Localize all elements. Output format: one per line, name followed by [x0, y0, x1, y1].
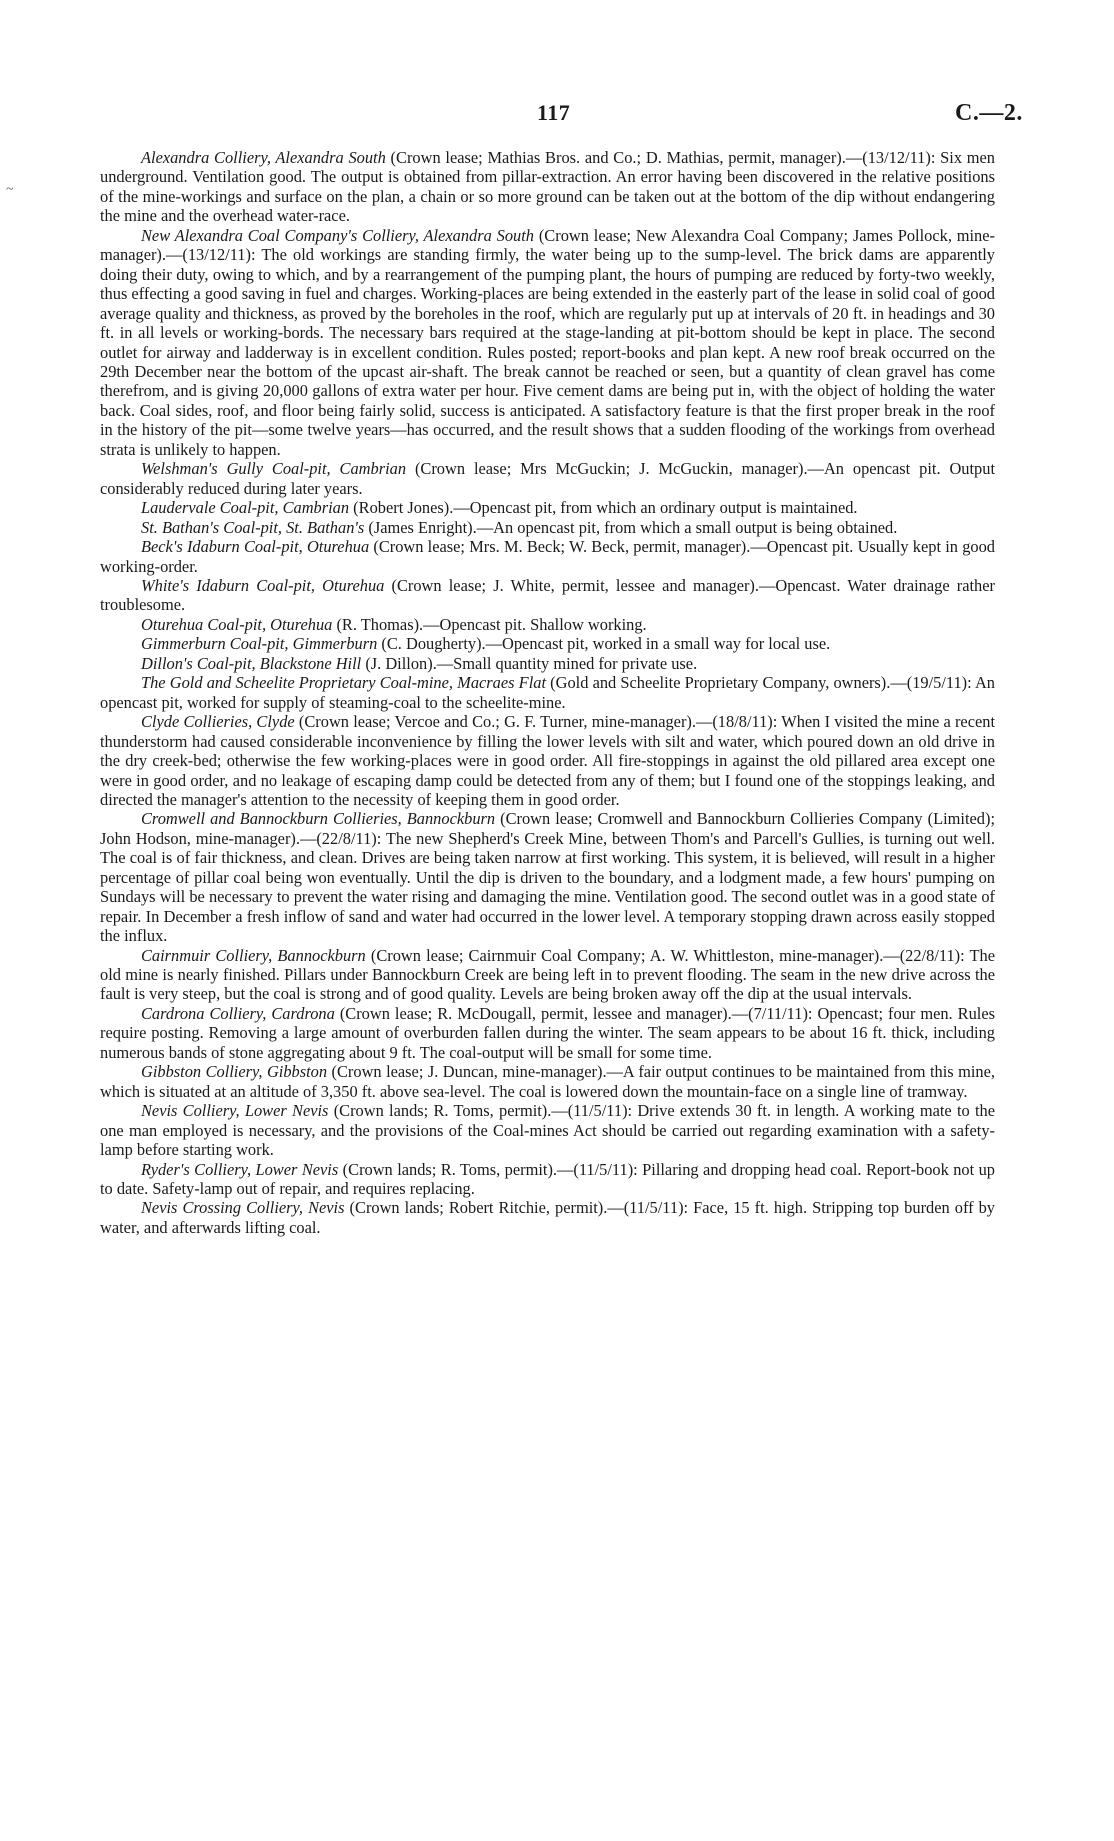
colliery-report: (Robert Jones).—Opencast pit, from which an ordinary output is maintained. — [349, 498, 858, 518]
colliery-entry — [100, 518, 995, 537]
margin-mark: ~ — [6, 182, 14, 197]
colliery-report: (Crown lease; New Alexandra Coal Company; James Pollock, mine-manager).—(13/12/11): The old workings are standing firmly, the water being up to the sump-level. The brick dams are apparently doing their duty, owing to which, and by a rearrangement of the pumping plant, the hours of pumping are reduced by forty-two weekly, thus effecting a good saving in fuel and charges. Working-places are being extended in the easterly part of the lease in solid coal of good average quality and thickness, as proved by the boreholes in the roof, which are regularly put up at intervals of 20 ft. in headings and 30 ft. in all levels or working-bords. The necessary bars required at the stage-landing at pit-bottom should be kept in place. The second outlet for airway and ladderway is in excellent condition. Rules posted; report-books and plan kept. A new roof break occurred on the 29th December near the bottom of the upcast air-shaft. The break cannot be reached or seen, but a quantity of clean gravel has come therefrom, and is giving 20,000 gallons of extra water per hour. Five cement dams are being put in, with the object of holding the water back. Coal sides, roof, and floor being fairly solid, success is anticipated. A satisfactory feature is that the first proper break in the roof in the history of the pit—some twelve years—has occurred, and the result shows that a sudden flooding of the workings from overhead strata is unlikely to happen. — [100, 225, 995, 459]
colliery-report: (Crown lands; R. Toms, permit).—(11/5/11): Drive extends 30 ft. in length. A working mate to the one man employed is necessary, and the provisions of the Coal-mines Act should be carried out regarding examination with a safety-lamp before starting work. — [100, 1101, 995, 1160]
colliery-report: (Crown lease; Vercoe and Co.; G. F. Turner, mine-manager).—(18/8/11): When I visited the mine a recent thunderstorm had caused considerable inconvenience by filling the lower levels with silt and water, which poured down an old drive in the dry creek-bed; otherwise the few working-places were in good order. All fire-stoppings in against the old pillared area except one were in good order, and no leakage of escaping damp could be detected from any of them; but I found one of the stoppings leaking, and directed the manager's attention to the necessity of keeping them in good order. — [100, 712, 996, 809]
colliery-entry — [100, 226, 995, 459]
colliery-entry — [100, 148, 995, 226]
colliery-name: Cairnmuir Colliery, Bannockburn — [141, 945, 366, 965]
colliery-name: New Alexandra Coal Company's Colliery, Alexandra South — [141, 225, 534, 245]
colliery-entry — [100, 1101, 995, 1159]
colliery-entry — [100, 654, 995, 673]
report-body — [100, 148, 995, 1237]
colliery-report: (Crown lease; Mrs McGuckin; J. McGuckin, manager).—An opencast pit. Output considerably reduced during later years. — [100, 459, 995, 498]
colliery-entry — [100, 1004, 995, 1062]
colliery-name: The Gold and Scheelite Proprietary Coal-mine, Macraes Flat — [141, 673, 546, 693]
colliery-report: (Crown lease; J. White, permit, lessee and manager).—Opencast. Water drainage rather troublesome. — [100, 575, 995, 615]
colliery-entry — [100, 1198, 995, 1237]
colliery-entry — [100, 1062, 995, 1101]
colliery-name: White's Idaburn Coal-pit, Oturehua — [141, 575, 385, 595]
colliery-entry — [100, 576, 995, 615]
colliery-entry — [100, 1160, 995, 1199]
colliery-entry — [100, 712, 995, 809]
colliery-entry — [100, 946, 995, 1004]
colliery-name: Laudervale Coal-pit, Cambrian — [141, 498, 350, 518]
colliery-name: Dillon's Coal-pit, Blackstone Hill — [141, 653, 362, 673]
colliery-report: (Crown lease; Cromwell and Bannockburn Collieries Company (Limited); John Hodson, mine-manager).—(22/8/11): The new Shepherd's Creek Mine, between Thom's and Parcell's Gullies, is turning out well. The coal is of fair thickness, and clean. Drives are being taken narrow at first working. This system, it is believed, will result in a higher percentage of pillar coal being won eventually. Until the dip is driven to the boundary, and a lodgment made, a few hours' pumping on Sundays will be necessary to prevent the water rising and damaging the mine. Ventilation good. The second outlet was in a good state of repair. In December a fresh inflow of sand and water had occurred in the lower level. A temporary stopping drawn across easily stopped the influx. — [100, 809, 996, 946]
colliery-entry — [100, 498, 995, 517]
colliery-name: Gibbston Colliery, Gibbston — [141, 1062, 328, 1082]
colliery-report: (Crown lands; Robert Ritchie, permit).—(11/5/11): Face, 15 ft. high. Stripping top burden off by water, and afterwards lifting coal. — [100, 1198, 995, 1237]
colliery-report: (James Enright).—An opencast pit, from which a small output is being obtained. — [364, 517, 898, 537]
colliery-report: (Crown lands; R. Toms, permit).—(11/5/11): Pillaring and dropping head coal. Report-book not up to date. Safety-lamp out of repair, and requires replacing. — [100, 1159, 995, 1199]
colliery-report: (Crown lease; J. Duncan, mine-manager).—A fair output continues to be maintained from this mine, which is situated at an altitude of 3,350 ft. above sea-level. The coal is lowered down the mountain-face on a single line of tramway. — [100, 1062, 995, 1101]
colliery-report: (R. Thomas).—Opencast pit. Shallow working. — [332, 614, 647, 634]
colliery-name: Clyde Collieries, Clyde — [141, 712, 295, 732]
colliery-report: (Crown lease; Mrs. M. Beck; W. Beck, permit, manager).—Opencast pit. Usually kept in good working-order. — [100, 537, 995, 576]
colliery-entry — [100, 673, 995, 712]
page-header — [0, 100, 1114, 134]
page-number: 117 — [537, 100, 571, 125]
colliery-name: Nevis Colliery, Lower Nevis — [141, 1101, 329, 1121]
colliery-name: Oturehua Coal-pit, Oturehua — [141, 614, 333, 634]
colliery-name: Gimmerburn Coal-pit, Gimmerburn — [141, 634, 378, 654]
colliery-report: (J. Dillon).—Small quantity mined for private use. — [361, 653, 698, 673]
colliery-name: Cromwell and Bannockburn Collieries, Bannockburn — [141, 809, 496, 829]
colliery-name: Ryder's Colliery, Lower Nevis — [141, 1159, 339, 1179]
colliery-entry — [100, 615, 995, 634]
colliery-name: Beck's Idaburn Coal-pit, Oturehua — [141, 537, 370, 557]
colliery-name: Nevis Crossing Colliery, Nevis — [141, 1198, 345, 1218]
colliery-entry — [100, 809, 995, 945]
colliery-report: (Gold and Scheelite Proprietary Company, owners).—(19/5/11): An opencast pit, worked for supply of steaming-coal to the scheelite-mine. — [100, 673, 995, 712]
colliery-report: (Crown lease; Cairnmuir Coal Company; A. W. Whittleston, mine-manager).—(22/8/11): The old mine is nearly finished. Pillars under Bannockburn Creek are being left in to prevent flooding. The seam in the new drive across the fault is very steep, but the coal is strong and of good quality. Levels are being broken away off the dip at the usual intervals. — [100, 945, 995, 1004]
colliery-entry — [100, 634, 995, 653]
colliery-name: Cardrona Colliery, Cardrona — [141, 1003, 335, 1023]
document-reference: C.—2. — [955, 100, 1023, 126]
colliery-report: (Crown lease; R. McDougall, permit, lessee and manager).—(7/11/11): Opencast; four men. Rules require posting. Removing a large amount of overburden fallen during the winter. The seam appears to be about 16 ft. thick, including numerous bands of stone aggregating about 9 ft. The coal-output will be small for some time. — [100, 1003, 995, 1062]
colliery-entry — [100, 537, 995, 576]
colliery-entry — [100, 459, 995, 498]
colliery-name: St. Bathan's Coal-pit, St. Bathan's — [141, 517, 365, 537]
colliery-report: (Crown lease; Mathias Bros. and Co.; D. Mathias, permit, manager).—(13/12/11): Six men underground. Ventilation good. The output is obtained from pillar-extraction. An error having been discovered in the relative positions of the mine-workings and surface on the plan, a chain or so more ground can be taken out at the bottom of the dip without endangering the mine and the overhead water-race. — [100, 148, 995, 226]
colliery-name: Welshman's Gully Coal-pit, Cambrian — [141, 459, 407, 479]
colliery-report: (C. Dougherty).—Opencast pit, worked in a small way for local use. — [377, 634, 831, 654]
colliery-name: Alexandra Colliery, Alexandra South — [141, 148, 386, 167]
